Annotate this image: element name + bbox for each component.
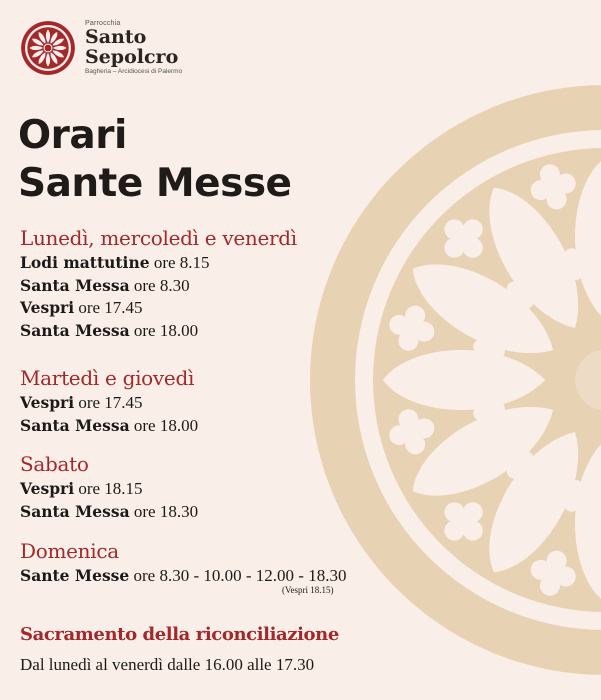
parish-header [20, 20, 182, 76]
schedule-row: Vespri ore 17.45 [20, 393, 143, 412]
parish-subtitle: Bagheria – Arcidiocesi di Palermo [85, 68, 183, 76]
sacramento-heading: Sacramento della riconciliazione [20, 624, 339, 645]
schedule-row: Santa Messa ore 18.00 [20, 415, 199, 435]
schedule-row: Santa Messa ore 18.30 [20, 501, 199, 521]
schedule-row: Vespri ore 17.45 [20, 298, 143, 317]
parish-name-block [85, 20, 182, 76]
parish-name-line1: Santo [85, 26, 147, 49]
section-sabato [20, 450, 198, 523]
schedule-row: Sante Messe ore 8.30 - 10.00 - 12.00 - 18.30 [20, 566, 347, 585]
sacramento-text: Dal lunedì al venerdì dalle 16.00 alle 17.30 [20, 655, 315, 674]
rose-window-icon [305, 80, 601, 680]
schedule-row: Lodi mattutine ore 8.15 [20, 253, 210, 272]
title-line1: Orari [18, 113, 127, 158]
section-mar-gio [20, 364, 198, 437]
schedule-row: Santa Messa ore 8.30 [20, 275, 190, 295]
section-domenica [20, 537, 346, 595]
parish-name-line2: Sepolcro [85, 46, 179, 69]
section-heading: Martedì e giovedì [20, 366, 195, 390]
section-heading: Lunedì, mercoledì e venerdì [20, 226, 297, 250]
schedule-row: Vespri ore 18.15 [20, 479, 143, 498]
title-line2: Sante Messe [18, 161, 292, 206]
vespri-note: (Vespri 18.15) [282, 584, 334, 595]
section-lun-mer-ven [20, 224, 297, 342]
parish-kicker: Parrocchia [85, 20, 121, 28]
schedule-row: Santa Messa ore 18.00 [20, 320, 199, 340]
rose-window-logo-icon [20, 20, 76, 76]
section-heading: Sabato [20, 452, 89, 476]
section-heading: Domenica [20, 539, 119, 563]
page-title [18, 112, 291, 208]
